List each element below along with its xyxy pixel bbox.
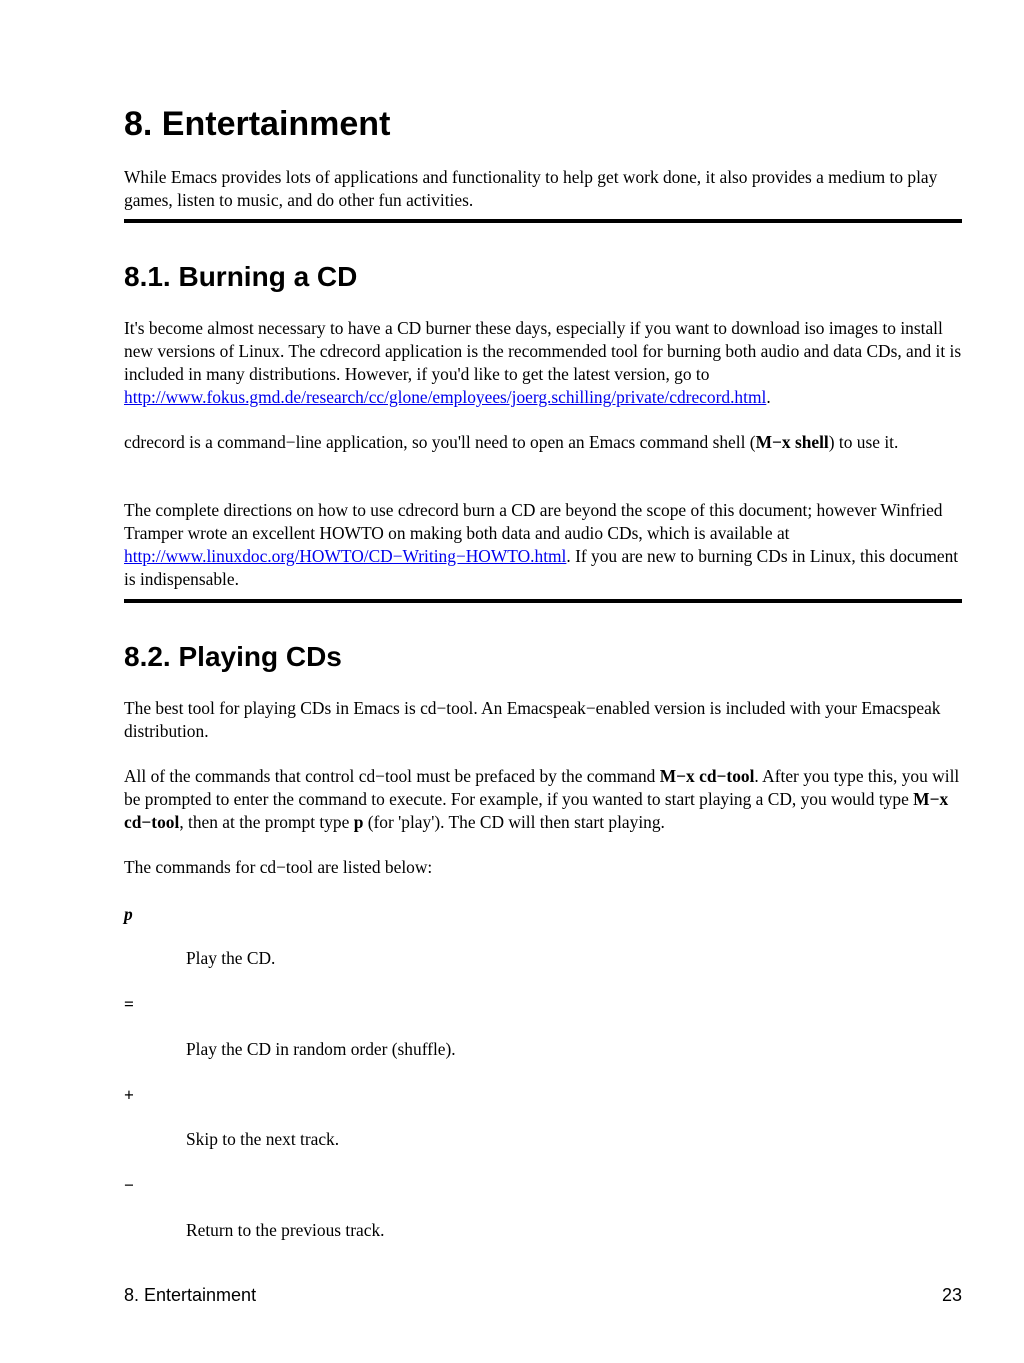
burning-p3-text: The complete directions on how to use cdrecord burn a CD are beyond the scope of this document; however Winfried Tramper wrote an excellent HOWTO on making both data and audio CDs, which is available at (124, 500, 943, 543)
playing-paragraph-1: The best tool for playing CDs in Emacs is cd−tool. An Emacspeak−enabled version is included with your Emacspeak distribution. (124, 698, 941, 741)
playing-p2-c: . After you type this, you will be prompted to enter the command to execute. For example, if you wanted to start playing a CD, you would type (124, 766, 960, 809)
page-number: 23 (941, 1285, 962, 1305)
playing-p2-e: , then at the prompt type (179, 812, 354, 832)
playing-paragraph-3: The commands for cd−tool are listed below: (124, 857, 433, 877)
command-description: Play the CD in random order (shuffle). (186, 1039, 456, 1059)
section-divider (124, 219, 962, 223)
playing-p2-a: All of the commands that control cd−tool must be prefaced by the command (124, 766, 660, 786)
command-description: Skip to the next track. (186, 1129, 340, 1149)
shell-command: M−x shell (755, 432, 829, 452)
howto-link[interactable]: http://www.linuxdoc.org/HOWTO/CD−Writing−HOWTO.html (124, 546, 567, 566)
play-key: p (353, 812, 364, 832)
cdrecord-link[interactable]: http://www.fokus.gmd.de/research/cc/glone/employees/joerg.schilling/private/cdrecord.html (124, 387, 767, 407)
command-key: = (124, 994, 134, 1014)
burning-paragraph-2 (124, 431, 962, 454)
section-divider (124, 599, 962, 603)
burning-p2-after: ) to use it. (828, 432, 899, 452)
playing-p2-g: (for 'play'). The CD will then start playing. (363, 812, 665, 832)
burning-p3-end: . If you are new to burning CDs in Linux, this document is indispensable. (124, 546, 959, 589)
burning-paragraph-3 (124, 499, 962, 591)
burning-paragraph-1 (124, 317, 962, 409)
section-title-burning: 8.1. Burning a CD (124, 261, 358, 292)
command-key: + (124, 1085, 134, 1105)
chapter-intro: While Emacs provides lots of applications and functionality to help get work done, it also provides a medium to play games, listen to music, and do other fun activities. (124, 167, 938, 210)
section-title-playing: 8.2. Playing CDs (124, 641, 342, 672)
command-key: p (124, 904, 133, 924)
burning-p2-before: cdrecord is a command−line application, so you'll need to open an Emacs command shell ( (124, 432, 756, 452)
footer-chapter-title: 8. Entertainment (124, 1285, 257, 1305)
cd-tool-command: M−x cd−tool (659, 766, 755, 786)
cd-tool-command: M−x cd−tool (124, 789, 949, 832)
playing-paragraph-2 (124, 765, 962, 834)
command-description: Play the CD. (186, 948, 276, 968)
burning-p1-end: . (766, 387, 771, 407)
command-description: Return to the previous track. (186, 1220, 385, 1240)
command-key: − (124, 1175, 134, 1195)
chapter-title: 8. Entertainment (124, 105, 391, 143)
burning-p1-text: It's become almost necessary to have a CD burner these days, especially if you want to download iso images to install new versions of Linux. The cdrecord application is the recommended tool for burning both audio and data CDs, and it is included in many distributions. However, if you'd like to get the latest version, go to (124, 318, 962, 384)
